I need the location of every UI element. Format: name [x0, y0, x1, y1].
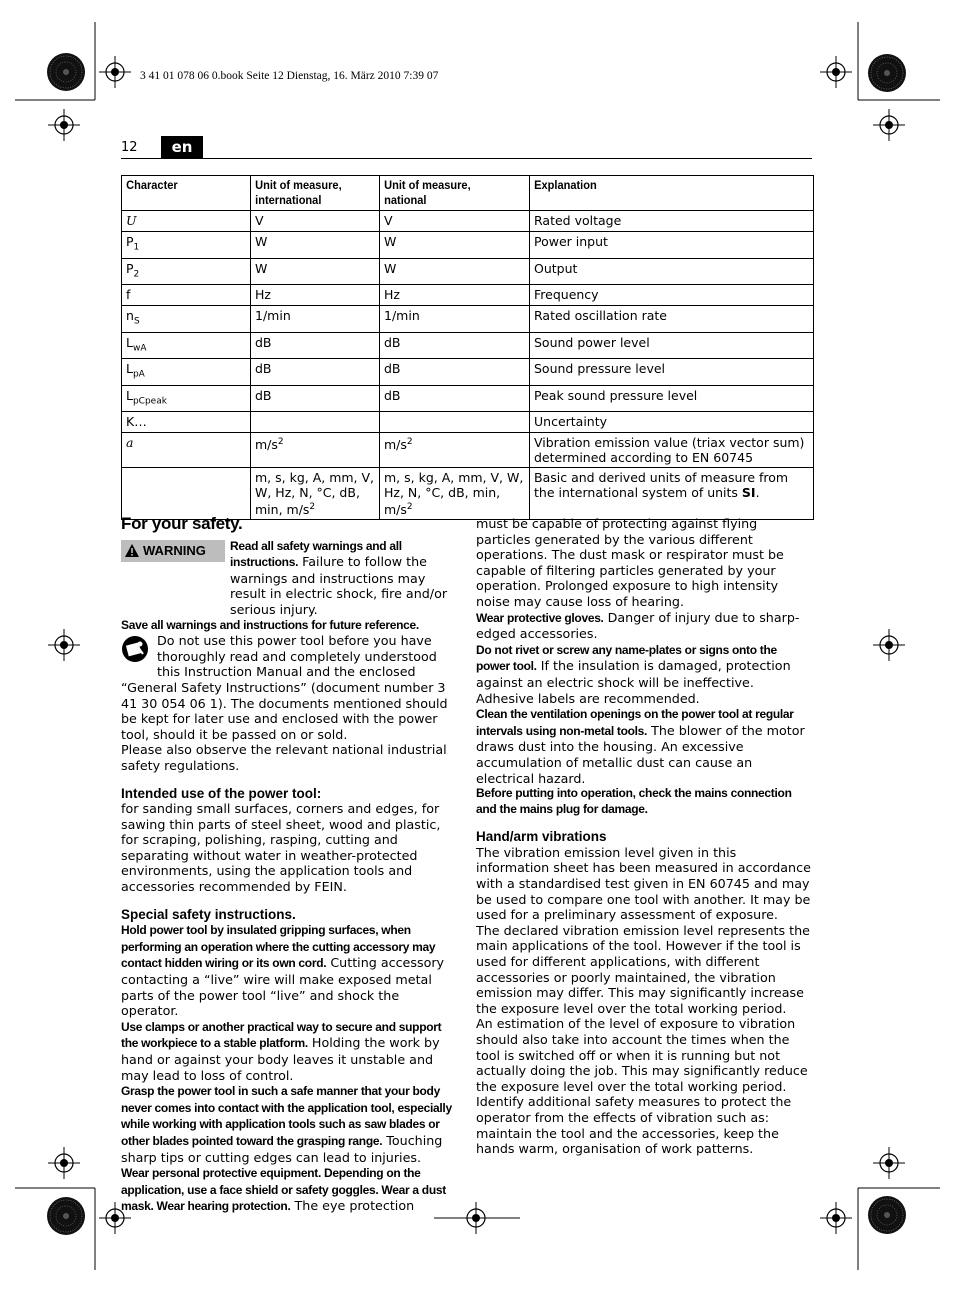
unit-international-cell: W [251, 258, 380, 285]
left-column [121, 516, 458, 1215]
print-header: 3 41 01 078 06 0.book Seite 12 Dienstag, 16. März 2010 7:39 07 [140, 70, 439, 82]
explanation-cell: Rated oscillation rate [530, 306, 814, 333]
unit-international-cell: m, s, kg, A, mm, V, W, Hz, N, °C, dB, min, $m/s^2$ [251, 468, 380, 520]
safety-paragraph-continued: must be capable of protecting against flying particles generated by the various different operations. The dust mask or respirator must be capable of filtering particles generated by your operation. Prolonged exposure to high intensity noise may cause loss of hearing. [476, 516, 784, 609]
explanation-cell: Frequency [530, 285, 814, 306]
warning-text: Read all safety warnings and all instructions. Failure to follow the warnings and instructions may result in electric shock, fire and/or serious injury. [230, 538, 448, 617]
table-row [122, 433, 814, 468]
explanation-cell: Sound pressure level [530, 359, 814, 386]
explanation-cell: Rated voltage [530, 211, 814, 232]
safety-paragraph: Wear protective gloves. Danger of injury due to sharp-edged accessories. [476, 609, 800, 642]
table-row [122, 211, 814, 232]
warning-triangle-icon [125, 544, 139, 557]
explanation-cell: Sound power level [530, 332, 814, 359]
read-manual-icon [121, 635, 149, 663]
unit-national-cell [380, 412, 530, 433]
table-row [122, 412, 814, 433]
unit-international-cell: dB [251, 359, 380, 386]
symbol-cell [122, 468, 251, 520]
symbol-cell: $P_2$ [122, 258, 251, 285]
page-number: 12 [121, 140, 138, 155]
units-table [121, 175, 814, 520]
table-header: Explanation [530, 176, 791, 211]
symbol-cell: $L_{pA}$ [122, 359, 251, 386]
symbol-cell: $P_1$ [122, 232, 251, 259]
explanation-cell: Output [530, 258, 814, 285]
unit-national-cell: m, s, kg, A, mm, V, W, Hz, N, °C, dB, min, $m/s^2$ [380, 468, 530, 520]
safety-paragraph: Do not rivet or screw any name-plates or signs onto the power tool. If the insulation is damaged, protection against an electric shock will be ineffective. Adhesive labels are recommended. [476, 642, 791, 706]
unit-national-cell: W [380, 258, 530, 285]
unit-international-cell: W [251, 232, 380, 259]
unit-international-cell: 1/min [251, 306, 380, 333]
table-row [122, 359, 814, 386]
table-row [122, 332, 814, 359]
explanation-cell: Power input [530, 232, 814, 259]
explanation-cell: Peak sound pressure level [530, 385, 814, 412]
unit-international-cell: Hz [251, 285, 380, 306]
unit-national-cell: V [380, 211, 530, 232]
unit-national-cell: Hz [380, 285, 530, 306]
table-body [122, 211, 814, 520]
symbol-cell: a [122, 433, 251, 468]
warning-label: WARNING [143, 542, 206, 558]
unit-national-cell: 1/min [380, 306, 530, 333]
safety-paragraph: Wear personal protective equipment. Depending on the application, use a face shield or safety goggles. Wear a dust mask. Wear hearing protection. The eye protection [121, 1166, 446, 1214]
table-row [122, 232, 814, 259]
table-row [122, 306, 814, 333]
unit-national-cell: W [380, 232, 530, 259]
right-column [476, 516, 813, 1157]
unit-national-cell: $m/s^2$ [380, 433, 530, 468]
table-header-row [122, 176, 814, 211]
safety-paragraph: Use clamps or another practical way to secure and support the workpiece to a stable platform. Holding the work by hand or against your body leaves it unstable and may lead to loss of control. [121, 1019, 442, 1083]
unit-national-cell: dB [380, 385, 530, 412]
symbol-cell: K… [122, 412, 251, 433]
safety-paragraph: Hold power tool by insulated gripping surfaces, when performing an operation where the cutting accessory may contact hidden wiring or its own cord. Cutting accessory contacting a “live” wire will make exposed metal parts of the power tool “live” and shock the operator. [121, 923, 445, 1019]
unit-national-cell: dB [380, 332, 530, 359]
special-safety-heading: Special safety instructions. [121, 906, 296, 922]
table-row [122, 258, 814, 285]
safety-paragraph: Clean the ventilation openings on the power tool at regular intervals using non-metal tools. The blower of the motor draws dust into the housing. An excessive accumulation of metallic dust can cause an electrical hazard. [476, 707, 805, 786]
explanation-cell: Uncertainty [530, 412, 814, 433]
symbol-cell: f [122, 285, 251, 306]
table-row [122, 285, 814, 306]
unit-international-cell: $m/s^2$ [251, 433, 380, 468]
explanation-cell: Vibration emission value (triax vector sum) determined according to EN 60745 [530, 433, 814, 468]
unit-international-cell [251, 412, 380, 433]
unit-international-cell: dB [251, 385, 380, 412]
warning-badge [121, 540, 225, 562]
header-divider [121, 158, 812, 159]
language-badge: en [161, 136, 203, 158]
vibration-paragraph: An estimation of the level of exposure to vibration should also take into account the times when the tool is switched off or when it is running but not actually doing the job. This may significantly reduce the exposure level over the total working period. [476, 1016, 808, 1094]
section-title: For your safety. [121, 514, 243, 533]
unit-international-cell: V [251, 211, 380, 232]
save-warnings-text: Save all warnings and instructions for future reference. [121, 617, 419, 632]
vibration-paragraph: The declared vibration emission level represents the main applications of the tool. However if the tool is used for different applications, with different accessories or poorly maintained, the vibration emission may differ. This may significantly increase the exposure level over the total working period. [476, 922, 810, 1016]
read-manual-block [121, 633, 458, 742]
table-row [122, 468, 814, 520]
safety-paragraph: Before putting into operation, check the mains connection and the mains plug for damage. [476, 786, 792, 816]
symbol-cell: $L_{wA}$ [122, 332, 251, 359]
read-manual-text: Do not use this power tool before you have thoroughly read and completely understood this Instruction Manual and the enclosed “General Safety Instructions” (document number 3 41 30 054 06 1). The documents mentioned should be kept for later use and enclosed with the power tool, should it be passed on or sold. [121, 633, 448, 742]
unit-international-cell: dB [251, 332, 380, 359]
table-header: Character [122, 176, 241, 211]
vibration-paragraph: The vibration emission level given in this information sheet has been measured in accordance with a standardised test given in EN 60745 and may be used to compare one tool with another. It may be used for a preliminary assessment of exposure. [476, 844, 811, 923]
vibration-paragraph: Identify additional safety measures to protect the operator from the effects of vibration such as: maintain the tool and the accessories, keep the hands warm, organisation of work patterns. [476, 1094, 792, 1157]
table-header: Unit of measure, international [251, 176, 370, 211]
table-row [122, 385, 814, 412]
vibrations-heading: Hand/arm vibrations [476, 829, 607, 845]
table-header: Unit of measure, national [380, 176, 518, 211]
warning-block [121, 538, 458, 618]
symbol-cell: U [122, 211, 251, 232]
intended-use-heading: Intended use of the power tool: [121, 785, 322, 801]
observe-text: Please also observe the relevant national industrial safety regulations. [121, 742, 447, 773]
symbol-cell: $L_{pCpeak}$ [122, 385, 251, 412]
safety-paragraph: Grasp the power tool in such a safe manner that your body never comes into contact with the application tool, especially while working with application tools such as saw blades or other blades pointed toward the grasping range. Touching sharp tips or cutting edges can lead to injuries. [121, 1084, 452, 1165]
intended-use-text: for sanding small surfaces, corners and edges, for sawing thin parts of steel sheet, wood and plastic, for scraping, polishing, rasping, cutting and separating without water in weather-protected environments, using the application tools and accessories recommended by FEIN. [121, 801, 441, 895]
symbol-cell: $n_S$ [122, 306, 251, 333]
unit-national-cell: dB [380, 359, 530, 386]
explanation-cell: Basic and derived units of measure from the international system of units SI. [530, 468, 814, 520]
